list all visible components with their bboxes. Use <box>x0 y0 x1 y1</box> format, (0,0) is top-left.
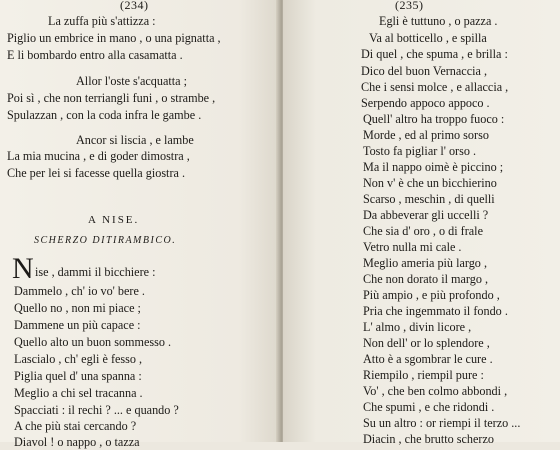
stanza-2-line-3: Spulazzan , con la coda infra le gambe . <box>7 108 202 122</box>
right-line: Non v' è che un bicchierino <box>363 176 497 190</box>
stanza-1-line-3: E li bombardo entro alla casamatta . <box>7 48 183 62</box>
section-subtitle: SCHERZO DITIRAMBICO. <box>34 235 177 246</box>
right-line: Pria che ingemmato il fondo . <box>363 304 508 318</box>
poem-line: Spacciati : il rechi ? ... e quando ? <box>14 403 179 417</box>
poem-line: Meglio a chi sel tracanna . <box>14 386 143 400</box>
right-line: Scarso , meschin , di quelli <box>363 192 495 206</box>
right-page <box>283 0 560 446</box>
right-line: Più ampio , e più profondo , <box>363 288 500 302</box>
right-line: Serpendo appoco appoco . <box>361 96 490 110</box>
right-line: Di quel , che spuma , e brilla : <box>361 47 508 61</box>
right-line: Che i sensi molce , e allaccia , <box>361 80 509 94</box>
stanza-2-line-2: Poi sì , che non terriangli funi , o strambe , <box>7 91 216 105</box>
poem-line: Quello alto un buon sommesso . <box>14 335 172 349</box>
right-page-number: (235) <box>395 0 424 12</box>
right-line: Meglio ameria più largo , <box>363 256 487 270</box>
right-line: Riempilo , riempil pure : <box>363 368 484 382</box>
stanza-3-line-2: La mia mucina , e di goder dimostra , <box>7 149 190 163</box>
right-line: Che spumi , e che ridondi . <box>363 400 495 414</box>
right-line: Vo' , che ben colmo abbondi , <box>363 384 508 398</box>
poem-line: Diavol ! o nappo , o tazza <box>14 435 140 449</box>
poem-line: A che più stai cercando ? <box>14 419 137 433</box>
poem-line: Dammene un più capace : <box>14 318 141 332</box>
right-line: Morde , ed al primo sorso <box>363 128 489 142</box>
right-line: Che non dorato il margo , <box>363 272 489 286</box>
right-line: L' almo , divin licore , <box>363 320 472 334</box>
left-page-number: (234) <box>120 0 149 12</box>
right-line: Tosto fa pigliar l' orso . <box>363 144 477 158</box>
poem-line: Dammelo , ch' io vo' bere . <box>14 284 145 298</box>
right-line: Dico del buon Vernaccia , <box>361 64 488 78</box>
right-line: Da abbeverar gli uccelli ? <box>363 208 489 222</box>
right-line: Atto è a sgombrar le cure . <box>363 352 493 366</box>
poem-line: Piglia quel d' una spanna : <box>14 369 142 383</box>
section-title: A NISE. <box>88 214 140 226</box>
right-line: Che sia d' oro , o di frale <box>363 224 483 238</box>
right-line: Su un altro : or riempi il terzo ... <box>363 416 521 430</box>
poem-first-line: ise , dammi il bicchiere : <box>35 265 156 279</box>
poem-line: Lascialo , ch' egli è fesso , <box>14 352 143 366</box>
right-line: Non dell' or lo splendore , <box>363 336 490 350</box>
stanza-1-line-2: Piglio un embrice in mano , o una pignatta , <box>7 31 221 45</box>
stanza-1-line-1: La zuffa più s'attizza : <box>48 14 156 28</box>
stanza-3-line-1: Ancor si liscia , e lambe <box>76 133 194 147</box>
right-line: Quell' altro ha troppo fuoco : <box>363 112 505 126</box>
right-line: Vetro nulla mi cale . <box>363 240 462 254</box>
poem-line: Quello no , non mi piace ; <box>14 301 141 315</box>
right-line: Diacin , che brutto scherzo <box>363 432 494 446</box>
right-line: Va al botticello , e spilla <box>369 31 487 45</box>
right-line: Ma il nappo oimè è piccino ; <box>363 160 504 174</box>
stanza-2-line-1: Allor l'oste s'acquatta ; <box>76 74 188 88</box>
stanza-3-line-3: Che per lei si facesse quella giostra . <box>7 166 186 180</box>
drop-cap: N <box>12 252 34 285</box>
right-line: Egli è tuttuno , o pazza . <box>379 14 498 28</box>
